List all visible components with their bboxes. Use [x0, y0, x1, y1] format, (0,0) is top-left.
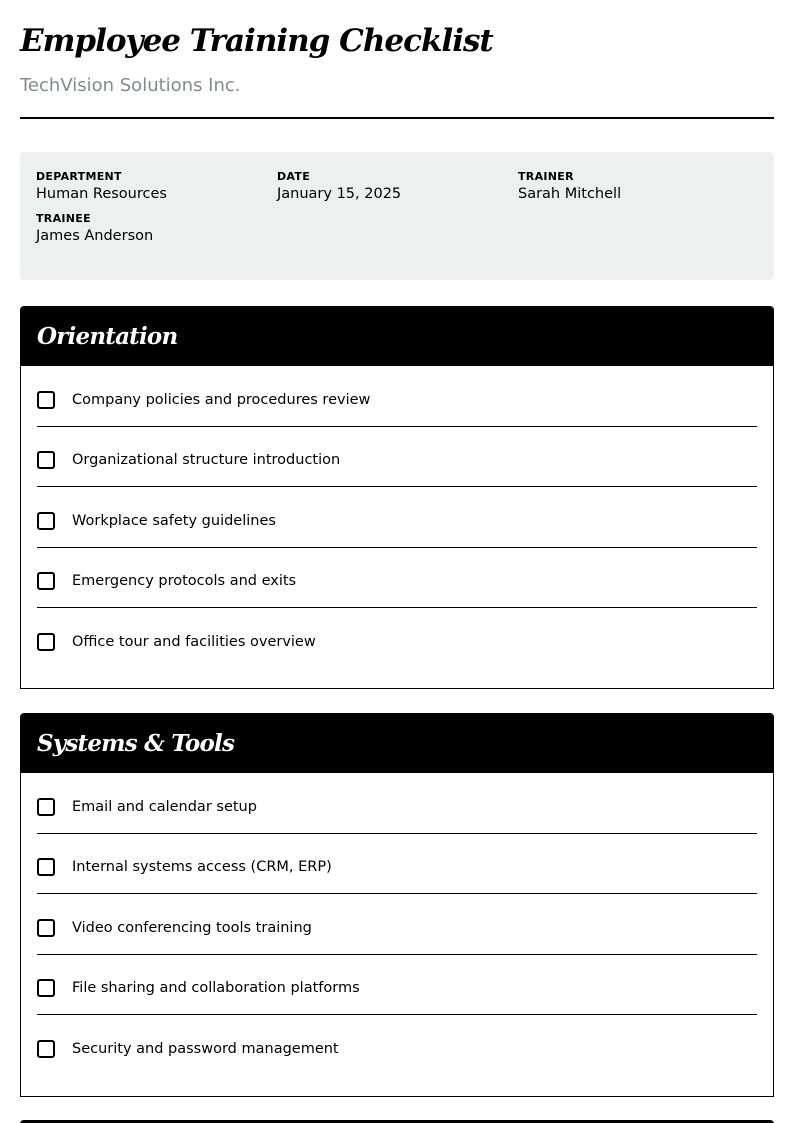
department-field: [36, 170, 277, 204]
trainer-value: Sarah Mitchell: [518, 186, 622, 202]
checklist-item[interactable]: [37, 894, 757, 955]
section-title: Orientation: [37, 323, 178, 350]
checkbox[interactable]: [37, 391, 55, 409]
checklist-item[interactable]: [37, 955, 757, 1016]
checklist-item-label: Organizational structure introduction: [72, 452, 341, 469]
section-header: [21, 307, 773, 366]
trainee-field: [36, 212, 277, 246]
checkbox[interactable]: [37, 451, 55, 469]
checklist-item-label: File sharing and collaboration platforms: [72, 980, 360, 997]
department-value: Human Resources: [36, 186, 167, 202]
checkbox[interactable]: [37, 798, 55, 816]
checklist-item[interactable]: [37, 834, 757, 895]
checkbox[interactable]: [37, 512, 55, 530]
checklist-item[interactable]: [37, 773, 757, 834]
checklist-item[interactable]: [37, 608, 757, 669]
date-field: [277, 170, 518, 204]
header-divider: [20, 117, 774, 119]
checklist-item-label: Video conferencing tools training: [72, 919, 312, 936]
checklist-item-label: Internal systems access (CRM, ERP): [72, 859, 332, 876]
document-header: [20, 18, 774, 98]
trainer-label: TRAINER: [518, 170, 574, 183]
checklist-item-label: Company policies and procedures review: [72, 391, 371, 408]
info-panel: [20, 152, 774, 280]
trainee-value: James Anderson: [36, 228, 154, 244]
checkbox[interactable]: [37, 633, 55, 651]
checkbox[interactable]: [37, 979, 55, 997]
checklist-item[interactable]: [37, 1015, 757, 1076]
checklist-item-label: Office tour and facilities overview: [72, 634, 316, 651]
checklist-item[interactable]: [37, 487, 757, 548]
checklist-item[interactable]: [37, 366, 757, 427]
department-label: DEPARTMENT: [36, 170, 122, 183]
checklist-item-label: Workplace safety guidelines: [72, 512, 276, 529]
checklist: [21, 773, 773, 1088]
company-name: TechVision Solutions Inc.: [20, 75, 241, 96]
trainer-field: [518, 170, 759, 204]
checkbox[interactable]: [37, 919, 55, 937]
checklist-item-label: Emergency protocols and exits: [72, 573, 297, 590]
checkbox[interactable]: [37, 858, 55, 876]
section-orientation: [20, 306, 774, 689]
checklist: [21, 366, 773, 681]
checklist-item-label: Security and password management: [72, 1041, 339, 1058]
page-title: Employee Training Checklist: [20, 23, 493, 59]
date-value: January 15, 2025: [277, 186, 402, 202]
checkbox[interactable]: [37, 1040, 55, 1058]
section-systems-tools: [20, 713, 774, 1097]
checklist-item[interactable]: [37, 548, 757, 609]
trainee-label: TRAINEE: [36, 212, 91, 225]
checkbox[interactable]: [37, 572, 55, 590]
section-header: [21, 714, 773, 773]
section-title: Systems & Tools: [37, 730, 235, 757]
checklist-item[interactable]: [37, 427, 757, 488]
checklist-item-label: Email and calendar setup: [72, 798, 257, 815]
date-label: DATE: [277, 170, 311, 183]
